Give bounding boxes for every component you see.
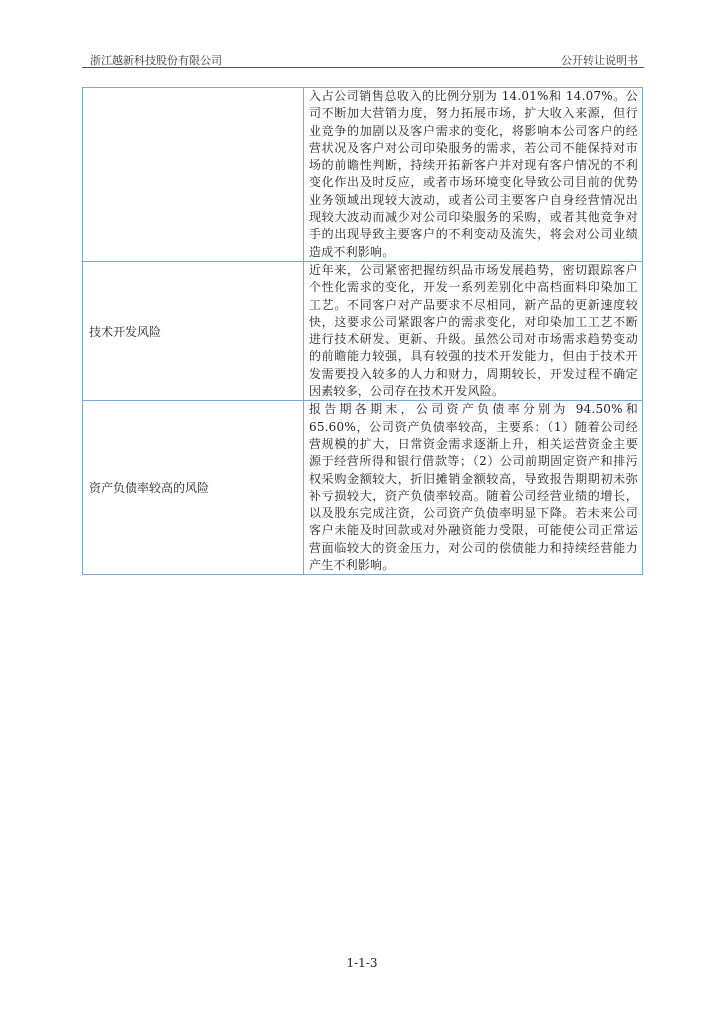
table-row [83, 261, 643, 400]
risk-name-cell: 资产负债率较高的风险 [83, 401, 304, 575]
risk-name-cell: 技术开发风险 [83, 261, 304, 400]
risk-description-cell: 近年来，公司紧密把握纺织品市场发展趋势，密切跟踪客户个性化需求的变化，开发一系列差别化中高档面料印染加工工艺。不同客户对产品要求不尽相同，新产品的更新速度较快，这要求公司紧跟客户的需求变化，对印染加工工艺不断进行技术研发、更新、升级。虽然公司对市场需求趋势变动的前瞻能力较强，具有较强的技术开发能力，但由于技术开发需要投入较多的人力和财力，周期较长，开发过程不确定因素较多，公司存在技术开发风险。 [304, 261, 643, 400]
risk-description-cell: 入占公司销售总收入的比例分别为 14.01%和 14.07%。公司不断加大营销力度，努力拓展市场，扩大收入来源，但行业竞争的加剧以及客户需求的变化，将影响本公司客户的经营状况及客户对公司印染服务的需求，若公司不能保持对市场的前瞻性判断，持续开拓新客户并对现有客户情况的不利变化作出及时反应，或者市场环境变化导致公司目前的优势业务领域出现较大波动，或者公司主要客户自身经营情况出现较大波动而减少对公司印染服务的采购，或者其他竞争对手的出现导致主要客户的不利变动及流失，将会对公司业绩造成不利影响。 [304, 88, 643, 262]
risk-table [82, 87, 643, 575]
page-number: 1-1-3 [346, 956, 378, 970]
header-divider [82, 67, 644, 68]
page-header [82, 50, 642, 66]
company-name: 浙江越新科技股份有限公司 [90, 54, 222, 67]
risk-name-cell [83, 88, 304, 262]
risk-description-cell: 报告期各期末，公司资产负债率分别为 94.50%和 65.60%，公司资产负债率较高，主要系：（1）随着公司经营规模的扩大，日常资金需求逐渐上升，相关运营资金主要源于经营所得和银行借款等；（2）公司前期固定资产和排污权采购金额较大，折旧摊销金额较高，导致报告期期初未弥补亏损较大，资产负债率较高。随着公司经营业绩的增长，以及股东完成注资，公司资产负债率明显下降。若未来公司客户未能及时回款或对外融资能力受限，可能使公司正常运营面临较大的资金压力，对公司的偿债能力和持续经营能力产生不利影响。 [304, 401, 643, 575]
table-row [83, 88, 643, 262]
table-row [83, 401, 643, 575]
document-title: 公开转让说明书 [561, 54, 638, 67]
